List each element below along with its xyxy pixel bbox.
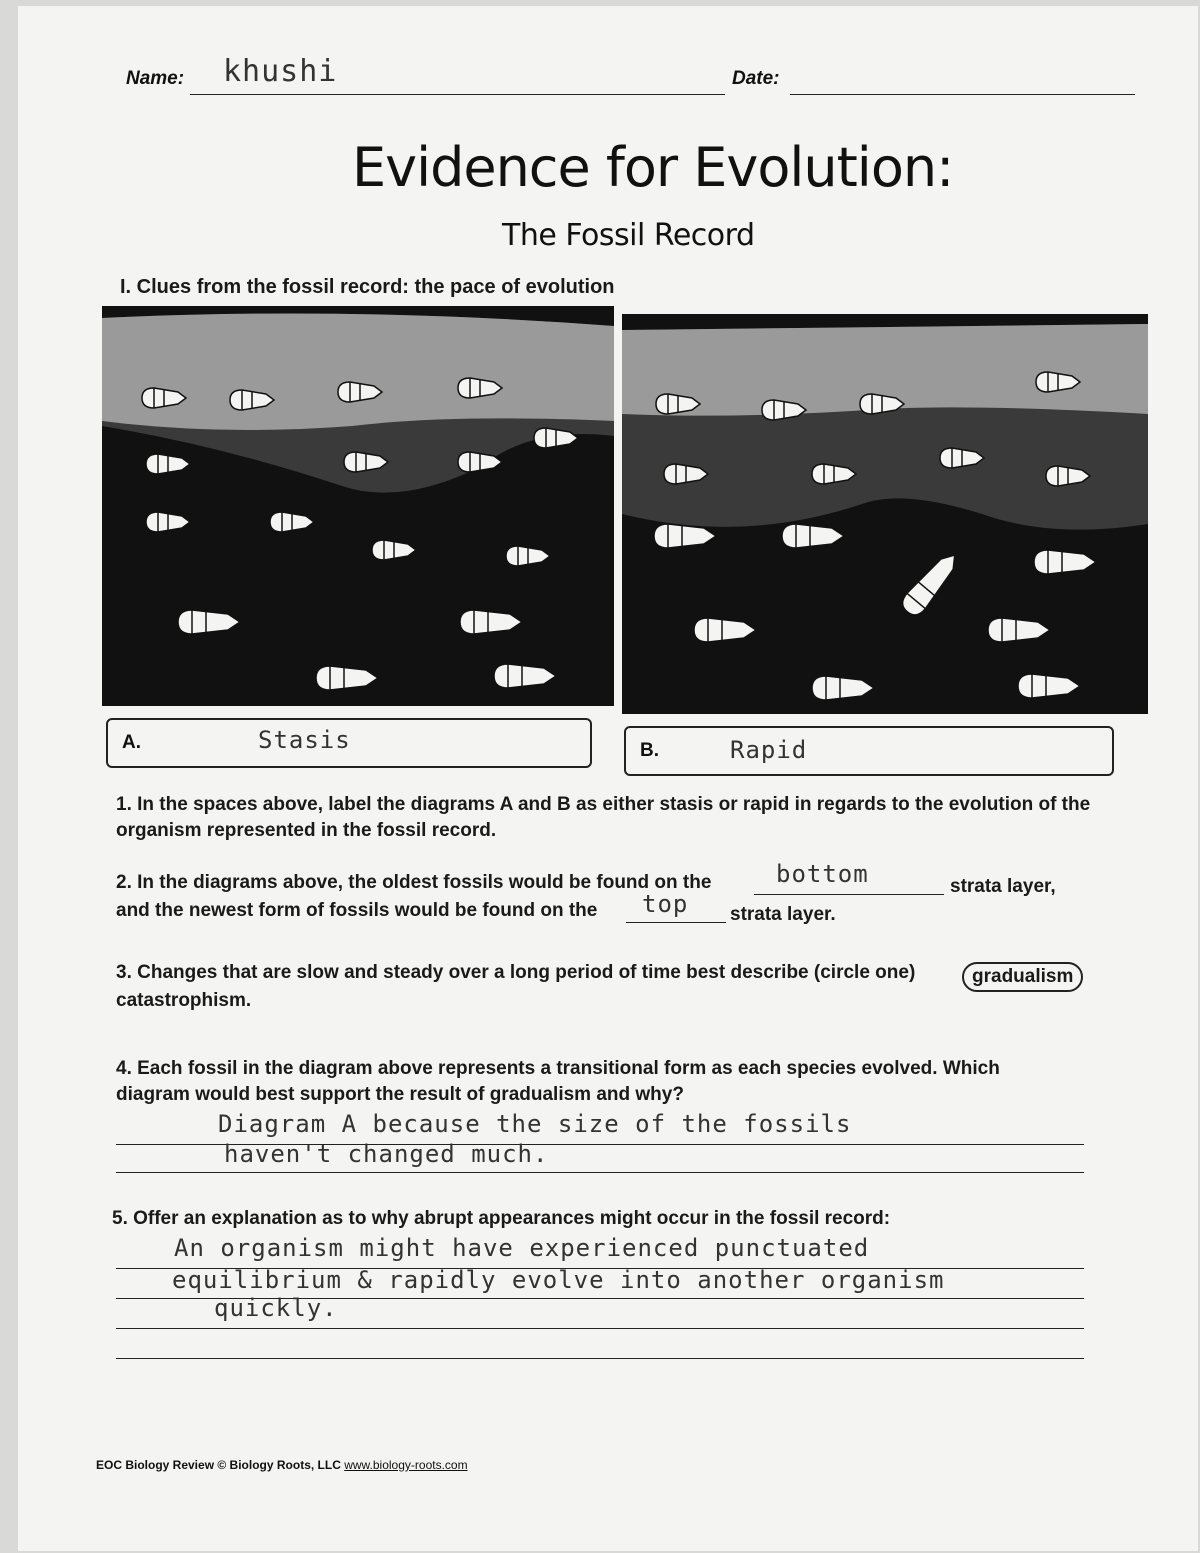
diagram-a-answer[interactable]: Stasis xyxy=(258,726,351,754)
answer-line xyxy=(626,922,726,923)
diagram-b xyxy=(622,314,1148,714)
footer-text: EOC Biology Review © Biology Roots, LLC xyxy=(96,1458,341,1472)
question-3-part-b: catastrophism. xyxy=(116,990,252,1011)
answer-line xyxy=(116,1172,1084,1173)
answer-line xyxy=(116,1328,1084,1329)
name-value[interactable]: khushi xyxy=(223,54,338,89)
question-3-part-a: 3. Changes that are slow and steady over a long period of time best describe (circle one) xyxy=(116,962,916,983)
date-label: Date: xyxy=(732,68,780,89)
name-label: Name: xyxy=(126,68,185,89)
question-5-answer-line-1[interactable]: An organism might have experienced punctuated xyxy=(174,1234,870,1262)
question-4-answer-line-2[interactable]: haven't changed much. xyxy=(224,1140,549,1168)
name-line xyxy=(190,94,725,95)
question-2-answer-bottom[interactable]: bottom xyxy=(776,860,869,888)
page-title: Evidence for Evolution: xyxy=(352,136,954,199)
question-2-part-d: strata layer. xyxy=(730,904,836,925)
answer-line xyxy=(754,894,944,895)
question-5-answer-line-3[interactable]: quickly. xyxy=(214,1294,338,1322)
question-1: 1. In the spaces above, label the diagrams A and B as either stasis or rapid in regards to the evolution of the organism represented in the fossil record. xyxy=(116,794,1091,841)
diagram-b-label: B. xyxy=(640,740,659,761)
footer-link[interactable]: www.biology-roots.com xyxy=(344,1458,468,1472)
question-2-part-c: and the newest form of fossils would be found on the xyxy=(116,900,598,921)
label-box-a[interactable] xyxy=(106,718,592,768)
question-2-part-b: strata layer, xyxy=(950,876,1056,897)
diagram-a xyxy=(102,306,614,706)
date-line xyxy=(790,94,1135,95)
question-4: 4. Each fossil in the diagram above represents a transitional form as each species evolved. Which diagram would best support the result of gradualism and why? xyxy=(116,1058,1000,1105)
diagram-a-label: A. xyxy=(122,732,141,753)
answer-line xyxy=(116,1358,1084,1359)
question-5: 5. Offer an explanation as to why abrupt appearances might occur in the fossil record: xyxy=(112,1208,891,1229)
question-2-part-a: 2. In the diagrams above, the oldest fossils would be found on the xyxy=(116,872,712,893)
question-4-answer-line-1[interactable]: Diagram A because the size of the fossils xyxy=(218,1110,852,1138)
worksheet-page xyxy=(18,6,1198,1551)
label-box-b[interactable] xyxy=(624,726,1114,776)
footer xyxy=(96,1458,468,1472)
question-5-answer-line-2[interactable]: equilibrium & rapidly evolve into another organism xyxy=(172,1266,945,1294)
page-subtitle: The Fossil Record xyxy=(502,218,755,253)
question-2-answer-top[interactable]: top xyxy=(642,890,689,918)
question-3-circled-answer[interactable]: gradualism xyxy=(962,962,1083,992)
section-heading: I. Clues from the fossil record: the pace of evolution xyxy=(120,276,615,298)
diagram-b-answer[interactable]: Rapid xyxy=(730,736,808,764)
